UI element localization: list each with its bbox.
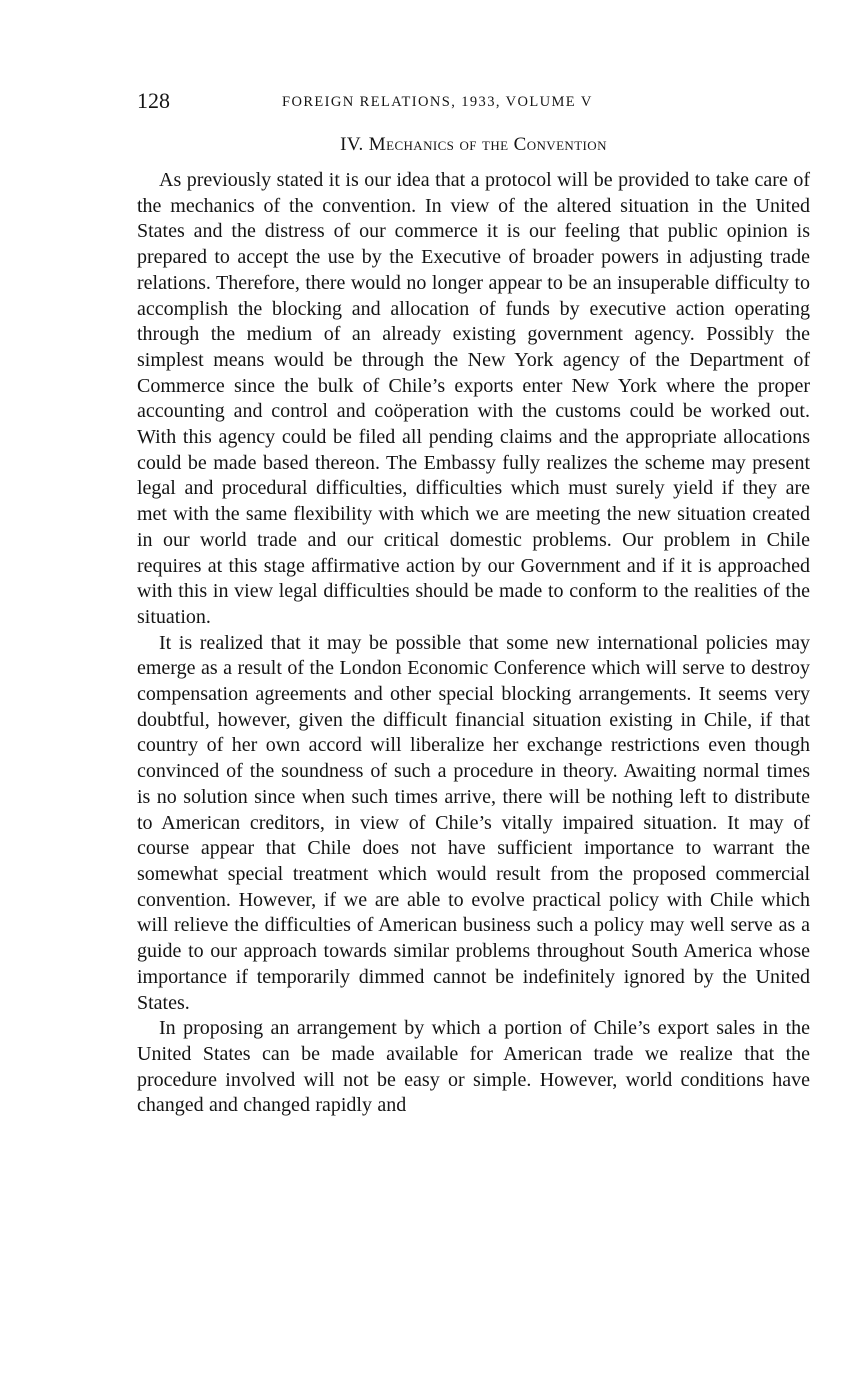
paragraph: It is realized that it may be possible that some new international policies may emerge as a result of the London Economic Conference which will serve to destroy compensation agreements and other special blocking arrangements. It seems very doubtful, however, given the difficult financial situation existing in Chile, if that country of her own accord will liberalize her exchange restrictions even though convinced of the soundness of such a procedure in theory. Awaiting normal times is no solution since when such times arrive, there will be nothing left to distribute to American creditors, in view of Chile’s vitally impaired situation. It may of course appear that Chile does not have sufficient importance to warrant the somewhat special treatment which would result from the proposed commercial convention. However, if we are able to evolve practical policy with Chile which will relieve the difficulties of American business such a policy may well serve as a guide to our approach towards similar problems throughout South America whose importance if temporarily dimmed cannot be indefinitely ignored by the United States.	[137, 631, 810, 1014]
running-head: FOREIGN RELATIONS, 1933, VOLUME V	[282, 94, 593, 110]
body-text	[137, 168, 810, 1119]
paragraph: In proposing an arrangement by which a portion of Chile’s export sales in the United States can be made available for American trade we realize that the procedure involved will not be easy or simple. However, world conditions have changed and changed rapidly and	[137, 1017, 810, 1117]
paragraph: As previously stated it is our idea that a protocol will be provided to take care of the mechanics of the convention. In view of the altered situation in the United States and the distress of our commerce it is our feeling that public opinion is prepared to accept the use by the Executive of broader powers in adjusting trade relations. Therefore, there would no longer appear to be an insuperable difficulty to accomplish the blocking and allocation of funds by executive action operating through the medium of an already existing government agency. Possibly the simplest means would be through the New York agency of the Department of Commerce since the bulk of Chile’s exports enter New York where the proper accounting and control and coöperation with the customs could be worked out. With this agency could be filed all pending claims and the appropriate allocations could be made based thereon. The Embassy fully realizes the scheme may present legal and procedural difficulties, difficulties which must surely yield if they are met with the same flexibility with which we are meeting the new situation created in our world trade and our critical domestic problems. Our problem in Chile requires at this stage affirmative action by our Government and if it is approached with this in view legal difficulties should be made to conform to the realities of the situation.	[137, 169, 810, 628]
document-page	[137, 88, 810, 1119]
page-number: 128	[137, 88, 170, 113]
section-heading: IV. Mechanics of the Convention	[340, 134, 607, 155]
page-header	[137, 88, 810, 118]
